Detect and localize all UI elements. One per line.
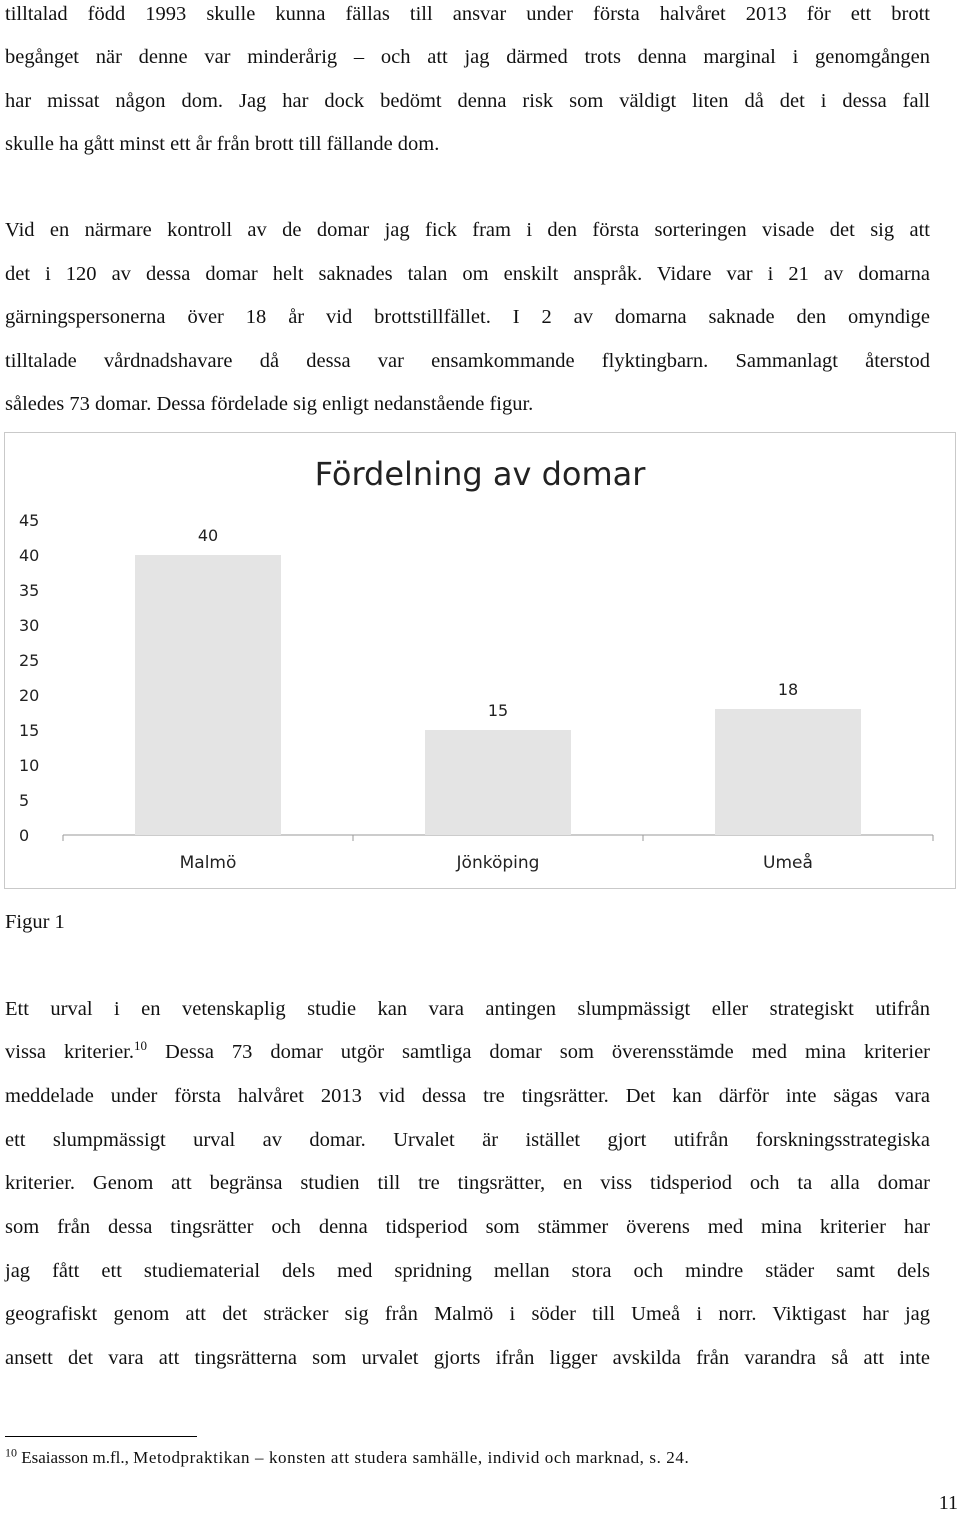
y-tick-label: 5: [19, 791, 30, 810]
paragraph-3-line: kriterier. Genom att begränsa studien till tre tingsrätter, en viss tidsperiod och ta alla domar: [5, 1172, 930, 1194]
text-span: vissa kriterier.: [5, 1041, 134, 1063]
y-tick-label: 20: [19, 686, 40, 705]
page-number: 11: [938, 1492, 958, 1514]
x-tick-label: Malmö: [179, 853, 237, 873]
y-tick-label: 15: [19, 721, 40, 740]
chart-frame: [4, 432, 956, 889]
data-labels: [198, 526, 798, 720]
footnote: [5, 1445, 690, 1468]
data-label: 40: [197, 526, 219, 545]
paragraph-3-line: ett slumpmässigt urval av domar. Urvalet är istället gjort utifrån forskningsstrategiska: [5, 1129, 930, 1151]
y-tick-label: 10: [19, 756, 40, 775]
x-axis-labels: [180, 852, 813, 873]
y-tick-label: 25: [19, 651, 40, 670]
data-label: 18: [777, 680, 799, 699]
bar: [425, 730, 571, 835]
figure-caption: Figur 1: [5, 911, 65, 933]
x-tick-label: Jönköping: [456, 853, 540, 873]
paragraph-1-line: tilltalad född 1993 skulle kunna fällas till ansvar under första halvåret 2013 för ett brott: [5, 3, 930, 25]
y-tick-label: 30: [19, 616, 40, 635]
paragraph-1-line: skulle ha gått minst ett år från brott till fällande dom.: [5, 133, 440, 155]
paragraph-3-line: meddelade under första halvåret 2013 vid dessa tre tingsrätter. Det kan därför inte sägas vara: [5, 1085, 930, 1107]
paragraph-2-line: det i 120 av dessa domar helt saknades talan om enskilt anspråk. Vidare var i 21 av domarna: [5, 263, 930, 285]
x-tick-label: Umeå: [763, 853, 813, 873]
footnote-reference[interactable]: 10: [134, 1038, 147, 1054]
paragraph-1-line: har missat någon dom. Jag har dock bedömt denna risk som väldigt liten då det i dessa fall: [5, 90, 930, 112]
paragraph-3-line: som från dessa tingsrätter och denna tidsperiod som stämmer överens med mina kriterier har: [5, 1216, 930, 1238]
bar: [135, 555, 281, 835]
bar-series: [135, 555, 861, 835]
footnote-work: Metodpraktikan – konsten att studera samhälle, individ och marknad, s. 24.: [133, 1448, 690, 1467]
paragraph-2-line: gärningspersonerna över 18 år vid brottstillfället. I 2 av domarna saknade den omyndige: [5, 306, 930, 328]
footnote-divider: [5, 1436, 197, 1437]
paragraph-2-line: Vid en närmare kontroll av de domar jag fick fram i den första sorteringen visade det sig att: [5, 219, 930, 241]
chart-title: Fördelning av domar: [314, 455, 646, 493]
data-label: 15: [487, 701, 509, 720]
paragraph-2-line: således 73 domar. Dessa fördelade sig enligt nedanstående figur.: [5, 393, 534, 415]
bar-chart: [5, 433, 955, 888]
footnote-author: Esaiasson m.fl.,: [21, 1448, 129, 1467]
bar: [715, 709, 861, 835]
paragraph-3-line: [5, 1040, 930, 1064]
paragraph-2-line: tilltalade vårdnadshavare då dessa var ensamkommande flyktingbarn. Sammanlagt återstod: [5, 350, 930, 372]
y-tick-label: 45: [19, 511, 40, 530]
y-tick-label: 35: [19, 581, 40, 600]
paragraph-3-line: geografiskt genom att det sträcker sig från Malmö i söder till Umeå i norr. Viktigast har jag: [5, 1303, 930, 1325]
paragraph-3-line: Ett urval i en vetenskaplig studie kan vara antingen slumpmässigt eller strategiskt utifrån: [5, 998, 930, 1020]
y-tick-label: 0: [19, 826, 30, 845]
paragraph-3-line: ansett det vara att tingsrätterna som urvalet gjorts ifrån ligger avskilda från varandra så att inte: [5, 1347, 930, 1369]
y-tick-label: 40: [19, 546, 40, 565]
text-span: Dessa 73 domar utgör samtliga domar som överensstämde med mina kriterier: [147, 1041, 930, 1063]
paragraph-1-line: begånget när denne var minderårig – och att jag därmed trots denna marginal i genomgången: [5, 46, 930, 68]
footnote-number: 10: [5, 1445, 17, 1460]
paragraph-3-line: jag fått ett studiematerial dels med spridning mellan stora och mindre städer samt dels: [5, 1260, 930, 1282]
